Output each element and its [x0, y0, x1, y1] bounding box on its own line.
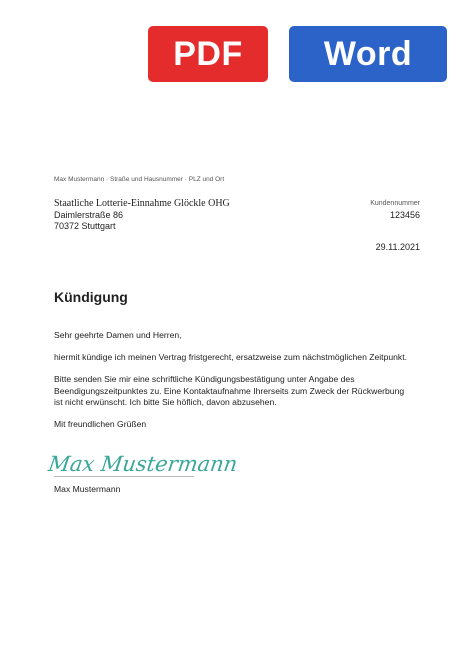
recipient-address: [54, 198, 230, 233]
signature-script: Max Mustermann: [46, 451, 240, 476]
paragraph-confirmation: [54, 374, 434, 409]
paragraph-line: ist nicht erwünscht. Ich bitte Sie höflich, davon abzusehen.: [54, 397, 277, 407]
word-download-button[interactable]: Word: [289, 26, 447, 82]
paragraph-termination: hiermit kündige ich meinen Vertrag fristgerecht, ersatzweise zum nächstmöglichen Zeitpunkt.: [54, 352, 407, 362]
sender-address-line: Max Mustermann · Straße und Hausnummer · PLZ und Ort: [54, 176, 225, 183]
closing-greeting: Mit freundlichen Grüßen: [54, 419, 147, 429]
letter-date: 29.11.2021: [375, 242, 420, 252]
customer-number-label: Kundennummer: [370, 200, 420, 207]
download-buttons: [0, 26, 474, 82]
recipient-company: Staatliche Lotterie-Einnahme Glöckle OHG: [54, 198, 230, 209]
salutation: Sehr geehrte Damen und Herren,: [54, 330, 182, 340]
handwritten-signature: [46, 440, 240, 480]
recipient-city: 70372 Stuttgart: [54, 221, 116, 231]
letter-subject: Kündigung: [54, 289, 128, 305]
paragraph-line: Beendigungszeitpunktes zu. Eine Kontaktaufnahme Ihrerseits zum Zweck der Rückwerbung: [54, 385, 405, 396]
recipient-street: Daimlerstraße 86: [54, 209, 124, 220]
pdf-download-button[interactable]: PDF: [148, 26, 268, 82]
signature-line: [54, 476, 194, 477]
customer-number-block: [370, 198, 420, 221]
customer-number-value: 123456: [389, 209, 420, 220]
paragraph-line: Bitte senden Sie mir eine schriftliche Kündigungsbestätigung unter Angabe des: [54, 374, 355, 384]
signature-name: Max Mustermann: [54, 484, 121, 494]
